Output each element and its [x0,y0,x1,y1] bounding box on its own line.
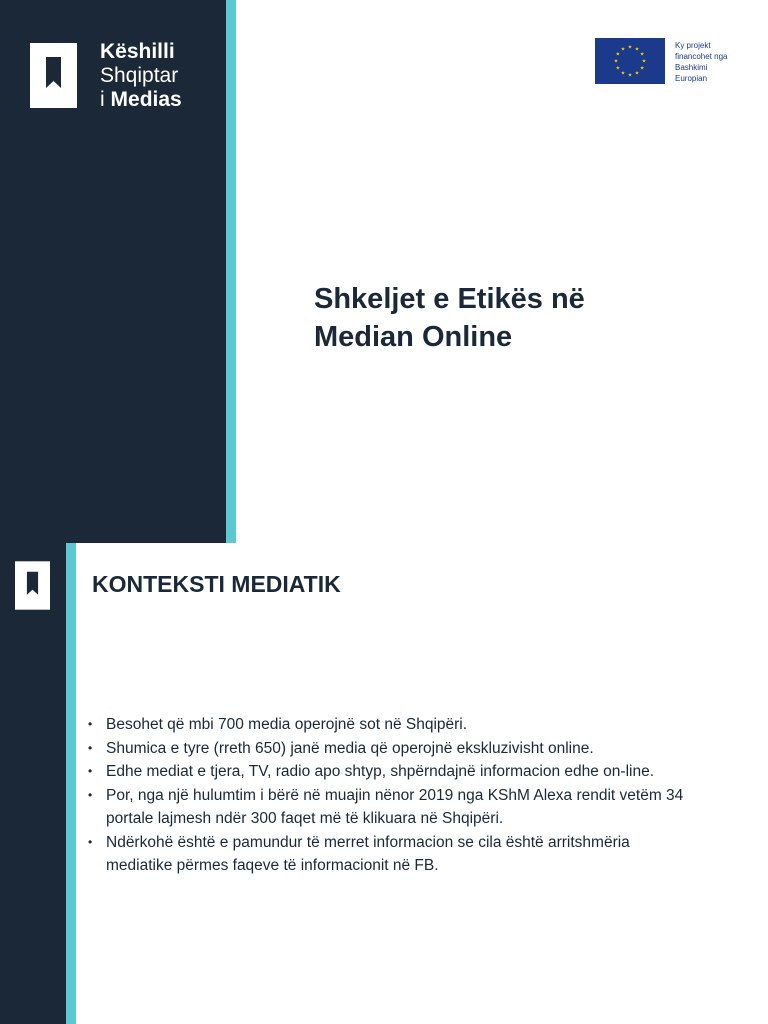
speech-bubble-icon [15,561,50,610]
list-item [88,831,698,878]
bullet-icon: • [88,834,93,849]
eu-notice-line-3: Bashkimi [675,63,708,72]
organization-logo-text [100,40,182,112]
presentation-title [314,280,714,356]
eu-notice-line-1: Ky projekt [675,41,711,50]
list-item-text: Shumica e tyre (rreth 650) janë media që operojnë ekskluzivisht online. [106,739,594,757]
title-line-2: Median Online [314,321,513,353]
eu-star-icon: ★ [627,72,633,79]
speech-bubble-icon [30,43,77,108]
eu-star-icon: ★ [615,65,621,72]
eu-star-icon: ★ [620,70,626,77]
list-item-text: Ndërkohë është e pamundur të merret informacion se cila është arritshmëria mediatike përmes faqeve të informacionit në FB. [106,833,630,874]
bullet-icon: • [88,740,93,755]
section-heading: KONTEKSTI MEDIATIK [92,571,341,597]
eu-star-icon: ★ [634,70,640,77]
bullet-icon: • [88,764,93,778]
logo-line-3-prefix: i [100,88,105,111]
list-item-text: Edhe mediat e tjera, TV, radio apo shtyp, shpërndajnë informacion edhe on-line. [106,763,655,780]
eu-funding-notice [675,40,747,84]
accent-stripe [66,543,76,1024]
logo-line-1: Këshilli [100,40,175,63]
logo-line-3-bold: Medias [110,88,182,111]
eu-star-icon: ★ [615,51,621,58]
eu-flag-icon [595,38,665,84]
dark-sidebar [0,543,66,1024]
bullet-icon: • [88,717,93,731]
list-item [88,760,698,784]
list-item [88,713,698,737]
title-line-1: Shkeljet e Etikës në [314,283,585,315]
bullet-icon: • [88,787,93,802]
eu-star-icon: ★ [639,51,645,58]
bullet-list [88,713,698,878]
logo-line-2: Shqiptar [100,64,179,87]
eu-star-icon: ★ [620,46,626,53]
eu-notice-line-4: Europian [675,74,708,83]
eu-star-icon: ★ [641,58,647,65]
accent-stripe [226,0,236,543]
content-slide [0,543,768,1024]
eu-star-icon: ★ [613,58,619,65]
list-item [88,737,698,761]
eu-star-icon: ★ [639,65,645,72]
list-item-text: Por, nga një hulumtim i bërë në muajin nënor 2019 nga KShM Alexa rendit vetëm 34 portale lajmesh ndër 300 faqet më të klikuara në Shqipëri. [106,786,684,827]
eu-star-icon: ★ [634,46,640,53]
eu-notice-line-2: financohet nga [675,52,728,61]
list-item [88,784,698,831]
eu-star-icon: ★ [627,44,633,51]
list-item-text: Besohet që mbi 700 media operojnë sot në Shqipëri. [106,716,468,733]
